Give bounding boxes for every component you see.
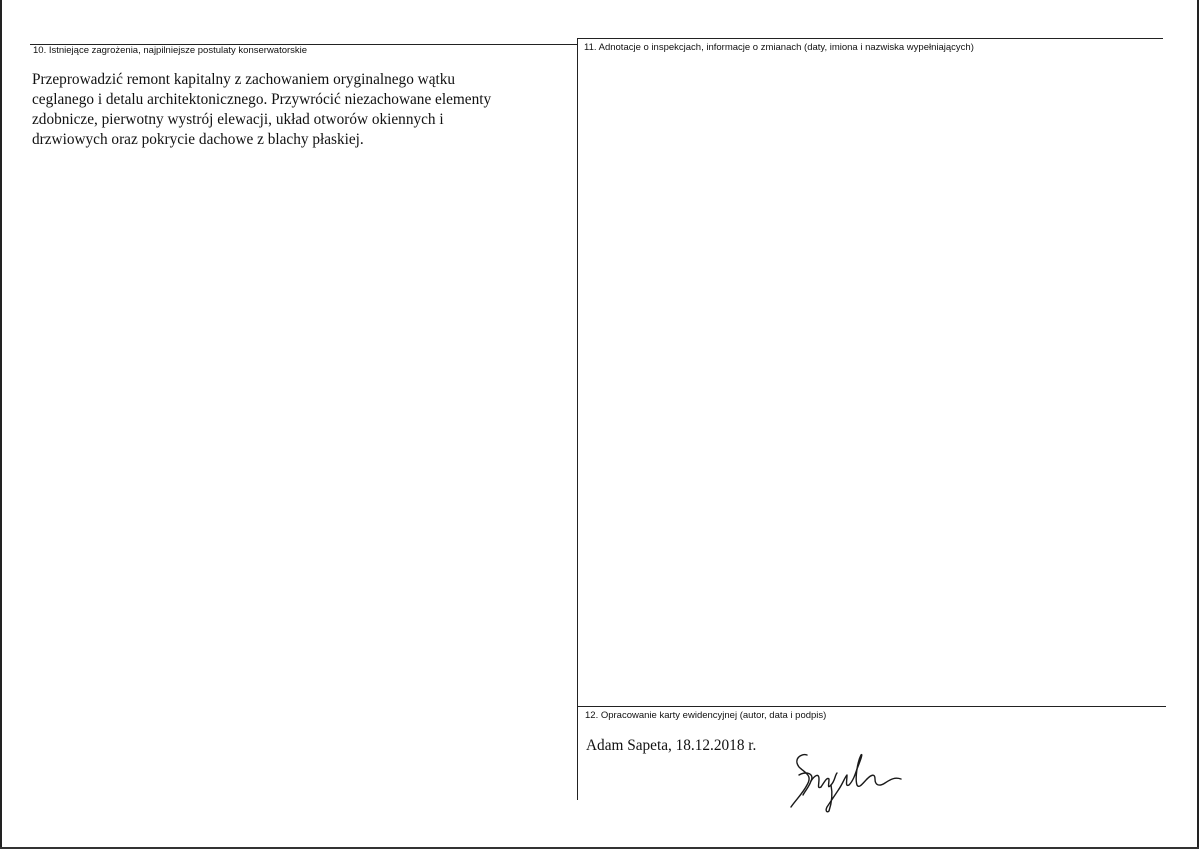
section-10-heading: 10. Istniejące zagrożenia, najpilniejsze postulaty konserwatorskie: [33, 45, 308, 56]
author-date: Adam Sapeta, 18.12.2018 r.: [586, 737, 757, 754]
section-11-top-rule: [578, 38, 1163, 39]
handwritten-signature-icon: [785, 745, 915, 815]
section-10-line: ceglanego i detalu architektonicznego. Przywrócić niezachowane elementy: [32, 91, 492, 108]
section-10-text: [32, 70, 572, 150]
section-10-line: drzwiowych oraz pokrycie dachowe z blachy płaskiej.: [32, 131, 364, 148]
column-divider: [577, 38, 578, 800]
page-border-left: [0, 0, 2, 849]
section-10-line: zdobnicze, pierwotny wystrój elewacji, układ otworów okiennych i: [32, 111, 444, 128]
section-10-line: Przeprowadzić remont kapitalny z zachowaniem oryginalnego wątku: [32, 71, 456, 88]
section-12-heading: 12. Opracowanie karty ewidencyjnej (autor, data i podpis): [585, 710, 827, 721]
section-12-top-rule: [578, 706, 1166, 707]
section-11-heading: 11. Adnotacje o inspekcjach, informacje o zmianach (daty, imiona i nazwiska wypełniających): [584, 42, 974, 53]
